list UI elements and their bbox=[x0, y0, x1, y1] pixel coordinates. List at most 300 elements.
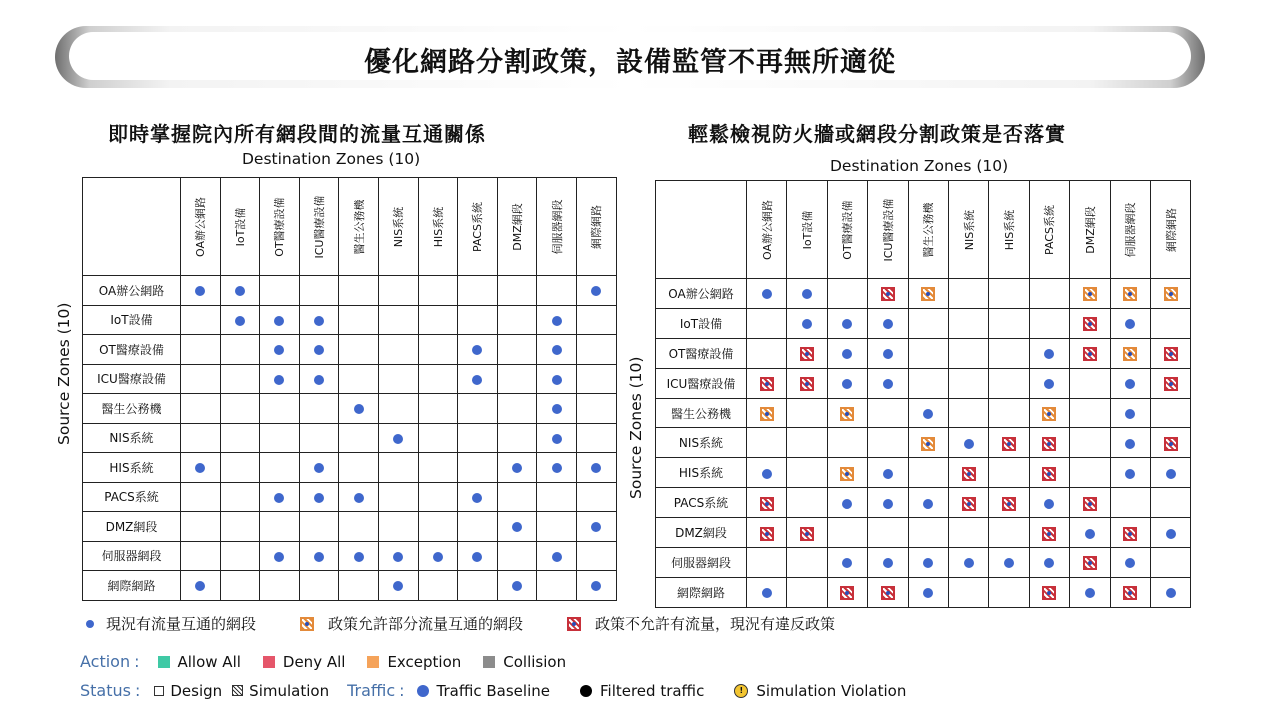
matrix-cell bbox=[576, 571, 616, 601]
baseline-dot bbox=[923, 409, 933, 419]
baseline-dot bbox=[923, 588, 933, 598]
matrix-cell bbox=[908, 428, 948, 458]
matrix-cell bbox=[418, 571, 458, 601]
matrix-cell bbox=[827, 488, 867, 518]
matrix-cell bbox=[1029, 548, 1069, 578]
exception-marker bbox=[1123, 347, 1137, 361]
matrix-cell bbox=[378, 305, 418, 335]
matrix-cell bbox=[576, 423, 616, 453]
baseline-dot bbox=[512, 522, 522, 532]
matrix-cell bbox=[181, 335, 221, 365]
exception-marker bbox=[840, 407, 854, 421]
matrix-cell bbox=[418, 364, 458, 394]
column-header bbox=[989, 181, 1029, 279]
matrix-row bbox=[83, 512, 617, 542]
action-swatch-icon bbox=[367, 656, 379, 668]
left-matrix-table bbox=[82, 177, 617, 601]
column-header-label: HIS系統 bbox=[1003, 209, 1017, 250]
row-header: HIS系統 bbox=[656, 458, 747, 488]
matrix-cell bbox=[787, 577, 827, 607]
matrix-row bbox=[656, 398, 1191, 428]
traffic-label: Traffic bbox=[347, 681, 396, 700]
matrix-cell bbox=[787, 398, 827, 428]
matrix-cell bbox=[1029, 338, 1069, 368]
matrix-cell bbox=[458, 512, 498, 542]
matrix-cell bbox=[787, 548, 827, 578]
matrix-cell bbox=[989, 338, 1029, 368]
row-header: 網際網路 bbox=[656, 577, 747, 607]
matrix-cell bbox=[787, 428, 827, 458]
matrix-cell bbox=[378, 512, 418, 542]
baseline-dot bbox=[883, 349, 893, 359]
matrix-cell bbox=[908, 518, 948, 548]
matrix-cell bbox=[537, 305, 577, 335]
violation-marker bbox=[1042, 467, 1056, 481]
status-simulation-label: Simulation bbox=[249, 681, 330, 700]
baseline-dot bbox=[552, 316, 562, 326]
matrix-cell bbox=[220, 335, 260, 365]
matrix-cell bbox=[576, 335, 616, 365]
matrix-cell bbox=[1070, 577, 1110, 607]
matrix-cell bbox=[1070, 458, 1110, 488]
matrix-row bbox=[83, 364, 617, 394]
matrix-cell bbox=[576, 305, 616, 335]
column-header bbox=[1110, 181, 1150, 279]
matrix-cell bbox=[220, 305, 260, 335]
baseline-dot bbox=[314, 375, 324, 385]
row-header: DMZ網段 bbox=[656, 518, 747, 548]
matrix-row bbox=[656, 518, 1191, 548]
left-panel-title: 即時掌握院內所有網段間的流量互通關係 bbox=[108, 122, 486, 146]
action-item-label: Deny All bbox=[282, 652, 346, 671]
matrix-cell bbox=[537, 335, 577, 365]
violation-marker bbox=[1164, 377, 1178, 391]
matrix-cell bbox=[576, 364, 616, 394]
column-header bbox=[948, 181, 988, 279]
matrix-cell bbox=[458, 335, 498, 365]
matrix-cell bbox=[868, 458, 908, 488]
matrix-cell bbox=[827, 398, 867, 428]
matrix-cell bbox=[220, 541, 260, 571]
matrix-cell bbox=[1150, 428, 1190, 458]
baseline-dot bbox=[472, 345, 482, 355]
action-item bbox=[263, 653, 346, 671]
column-header bbox=[1150, 181, 1190, 279]
column-header-label: OT醫療設備 bbox=[841, 199, 855, 260]
action-item-label: Collision bbox=[503, 652, 567, 671]
column-header-label: OA辦公網路 bbox=[760, 199, 774, 260]
traffic-baseline bbox=[417, 682, 550, 700]
matrix-cell bbox=[339, 423, 379, 453]
baseline-dot bbox=[195, 463, 205, 473]
row-header: NIS系統 bbox=[83, 423, 181, 453]
matrix-cell bbox=[339, 276, 379, 306]
baseline-dot bbox=[923, 499, 933, 509]
matrix-row bbox=[656, 458, 1191, 488]
baseline-dot bbox=[552, 345, 562, 355]
exception-marker bbox=[1164, 287, 1178, 301]
exception-marker bbox=[1083, 287, 1097, 301]
baseline-dot bbox=[472, 375, 482, 385]
matrix-cell bbox=[868, 577, 908, 607]
violation-marker bbox=[1123, 527, 1137, 541]
column-header bbox=[747, 181, 787, 279]
baseline-dot bbox=[1044, 499, 1054, 509]
row-header: NIS系統 bbox=[656, 428, 747, 458]
matrix-cell bbox=[1070, 548, 1110, 578]
matrix-cell bbox=[747, 398, 787, 428]
traffic-violation-label: Simulation Violation bbox=[756, 681, 907, 700]
violation-marker bbox=[1164, 437, 1178, 451]
column-header bbox=[537, 178, 577, 276]
matrix-cell bbox=[378, 541, 418, 571]
baseline-dot bbox=[472, 493, 482, 503]
matrix-cell bbox=[497, 335, 537, 365]
column-header-label: PACS系統 bbox=[1043, 204, 1057, 255]
violation-box-icon bbox=[567, 617, 581, 631]
warning-icon: ! bbox=[734, 684, 748, 698]
action-label: Action bbox=[80, 652, 131, 671]
matrix-cell bbox=[537, 571, 577, 601]
matrix-cell bbox=[537, 482, 577, 512]
matrix-cell bbox=[339, 364, 379, 394]
matrix-row bbox=[656, 279, 1191, 309]
corner-cell bbox=[656, 181, 747, 279]
matrix-cell bbox=[339, 571, 379, 601]
column-header-label: OT醫療設備 bbox=[273, 196, 287, 257]
matrix-cell bbox=[339, 394, 379, 424]
matrix-cell bbox=[1150, 368, 1190, 398]
right-dest-label: Destination Zones (10) bbox=[830, 157, 1009, 175]
action-item bbox=[367, 653, 461, 671]
matrix-cell bbox=[220, 423, 260, 453]
violation-marker bbox=[1042, 527, 1056, 541]
matrix-cell bbox=[378, 571, 418, 601]
violation-marker bbox=[881, 586, 895, 600]
matrix-cell bbox=[1029, 488, 1069, 518]
row-header: 伺服器網段 bbox=[656, 548, 747, 578]
matrix-cell bbox=[497, 276, 537, 306]
baseline-dot bbox=[393, 434, 403, 444]
matrix-cell bbox=[989, 488, 1029, 518]
baseline-dot bbox=[762, 588, 772, 598]
matrix-cell bbox=[299, 512, 339, 542]
matrix-cell bbox=[418, 276, 458, 306]
row-header: DMZ網段 bbox=[83, 512, 181, 542]
matrix-row bbox=[656, 338, 1191, 368]
row-header: 伺服器網段 bbox=[83, 541, 181, 571]
matrix-row bbox=[83, 305, 617, 335]
simulation-square-icon bbox=[232, 685, 243, 696]
matrix-cell bbox=[576, 276, 616, 306]
baseline-dot bbox=[964, 439, 974, 449]
matrix-cell bbox=[220, 394, 260, 424]
baseline-dot bbox=[802, 319, 812, 329]
column-header bbox=[827, 181, 867, 279]
violation-marker bbox=[800, 377, 814, 391]
matrix-cell bbox=[299, 453, 339, 483]
violation-marker bbox=[1042, 437, 1056, 451]
violation-marker bbox=[840, 586, 854, 600]
baseline-dot bbox=[883, 379, 893, 389]
matrix-cell bbox=[220, 512, 260, 542]
violation-marker bbox=[881, 287, 895, 301]
baseline-dot bbox=[1125, 409, 1135, 419]
baseline-dot bbox=[1125, 319, 1135, 329]
matrix-cell bbox=[181, 512, 221, 542]
traffic-violation bbox=[734, 682, 906, 700]
baseline-dot bbox=[552, 552, 562, 562]
matrix-cell bbox=[827, 338, 867, 368]
baseline-dot bbox=[195, 581, 205, 591]
status-design bbox=[154, 682, 222, 700]
page-title: 優化網路分割政策，設備監管不再無所適從 bbox=[364, 47, 896, 78]
matrix-row bbox=[83, 453, 617, 483]
action-swatch-icon bbox=[263, 656, 275, 668]
matrix-cell bbox=[827, 428, 867, 458]
matrix-cell bbox=[260, 276, 300, 306]
matrix-row bbox=[83, 482, 617, 512]
baseline-dot bbox=[1085, 529, 1095, 539]
matrix-cell bbox=[260, 453, 300, 483]
status-label: Status bbox=[80, 681, 131, 700]
matrix-cell bbox=[827, 279, 867, 309]
matrix-cell bbox=[747, 368, 787, 398]
matrix-cell bbox=[299, 276, 339, 306]
row-header: OT醫療設備 bbox=[656, 338, 747, 368]
matrix-cell bbox=[1150, 338, 1190, 368]
matrix-cell bbox=[827, 518, 867, 548]
matrix-cell bbox=[220, 364, 260, 394]
matrix-cell bbox=[1150, 518, 1190, 548]
matrix-cell bbox=[1110, 488, 1150, 518]
matrix-cell bbox=[868, 368, 908, 398]
matrix-cell bbox=[378, 364, 418, 394]
column-header bbox=[299, 178, 339, 276]
matrix-cell bbox=[378, 394, 418, 424]
matrix-cell bbox=[181, 482, 221, 512]
column-header bbox=[260, 178, 300, 276]
matrix-cell bbox=[299, 571, 339, 601]
legend-baseline bbox=[86, 613, 256, 634]
column-header bbox=[1070, 181, 1110, 279]
matrix-cell bbox=[260, 364, 300, 394]
matrix-cell bbox=[787, 308, 827, 338]
baseline-dot bbox=[591, 286, 601, 296]
matrix-cell bbox=[989, 518, 1029, 548]
matrix-cell bbox=[378, 335, 418, 365]
matrix-cell bbox=[576, 482, 616, 512]
matrix-cell bbox=[299, 423, 339, 453]
row-header: OA辦公網路 bbox=[656, 279, 747, 309]
matrix-cell bbox=[260, 512, 300, 542]
matrix-cell bbox=[948, 368, 988, 398]
matrix-cell bbox=[260, 305, 300, 335]
baseline-dot bbox=[235, 316, 245, 326]
matrix-cell bbox=[418, 305, 458, 335]
matrix-cell bbox=[418, 335, 458, 365]
baseline-dot bbox=[1125, 439, 1135, 449]
row-header: 醫生公務機 bbox=[83, 394, 181, 424]
matrix-cell bbox=[1150, 458, 1190, 488]
matrix-cell bbox=[948, 308, 988, 338]
matrix-cell bbox=[299, 364, 339, 394]
traffic-filtered-label: Filtered traffic bbox=[599, 681, 705, 700]
matrix-cell bbox=[418, 541, 458, 571]
baseline-dot bbox=[591, 463, 601, 473]
matrix-cell bbox=[1029, 368, 1069, 398]
baseline-dot bbox=[314, 552, 324, 562]
baseline-dot bbox=[842, 499, 852, 509]
row-header: IoT設備 bbox=[656, 308, 747, 338]
baseline-dot bbox=[1085, 588, 1095, 598]
baseline-dot bbox=[802, 289, 812, 299]
baseline-dot bbox=[964, 558, 974, 568]
right-src-label: Source Zones (10) bbox=[627, 356, 645, 499]
violation-marker bbox=[962, 467, 976, 481]
column-header bbox=[220, 178, 260, 276]
violation-marker bbox=[1083, 556, 1097, 570]
matrix-row bbox=[83, 335, 617, 365]
baseline-dot bbox=[274, 375, 284, 385]
matrix-cell bbox=[868, 338, 908, 368]
action-item-label: Exception bbox=[387, 652, 462, 671]
matrix-cell bbox=[868, 548, 908, 578]
matrix-cell bbox=[1070, 398, 1110, 428]
legend-exception-label: 政策允許部分流量互通的網段 bbox=[328, 615, 524, 633]
legend-row bbox=[86, 613, 849, 634]
corner-cell bbox=[83, 178, 181, 276]
matrix-cell bbox=[497, 482, 537, 512]
matrix-cell bbox=[948, 398, 988, 428]
matrix-cell bbox=[1029, 428, 1069, 458]
matrix-cell bbox=[260, 482, 300, 512]
baseline-dot bbox=[314, 316, 324, 326]
matrix-cell bbox=[497, 364, 537, 394]
baseline-dot bbox=[923, 558, 933, 568]
matrix-cell bbox=[827, 577, 867, 607]
matrix-row bbox=[656, 368, 1191, 398]
matrix-cell bbox=[299, 394, 339, 424]
matrix-cell bbox=[1110, 279, 1150, 309]
matrix-cell bbox=[989, 548, 1029, 578]
matrix-cell bbox=[908, 308, 948, 338]
matrix-cell bbox=[181, 276, 221, 306]
matrix-cell bbox=[458, 453, 498, 483]
matrix-cell bbox=[378, 453, 418, 483]
matrix-cell bbox=[908, 577, 948, 607]
column-header bbox=[497, 178, 537, 276]
baseline-dot bbox=[314, 463, 324, 473]
matrix-cell bbox=[1110, 548, 1150, 578]
matrix-cell bbox=[339, 335, 379, 365]
matrix-cell bbox=[220, 482, 260, 512]
matrix-cell bbox=[339, 541, 379, 571]
legend-baseline-label: 現況有流量互通的網段 bbox=[106, 615, 257, 633]
legend-violation-label: 政策不允許有流量，現況有違反政策 bbox=[595, 615, 836, 633]
baseline-dot bbox=[1004, 558, 1014, 568]
matrix-row bbox=[656, 577, 1191, 607]
violation-marker bbox=[1083, 317, 1097, 331]
column-header-label: ICU醫療設備 bbox=[881, 198, 895, 261]
matrix-row bbox=[83, 276, 617, 306]
row-header: OT醫療設備 bbox=[83, 335, 181, 365]
violation-marker bbox=[800, 347, 814, 361]
baseline-dot bbox=[762, 469, 772, 479]
matrix-cell bbox=[378, 482, 418, 512]
matrix-cell bbox=[1070, 518, 1110, 548]
baseline-dot bbox=[512, 581, 522, 591]
status-design-label: Design bbox=[170, 681, 223, 700]
baseline-dot bbox=[354, 404, 364, 414]
violation-marker bbox=[760, 497, 774, 511]
matrix-cell bbox=[418, 423, 458, 453]
column-header bbox=[458, 178, 498, 276]
column-header-label: 網際網路 bbox=[590, 204, 604, 249]
row-header: ICU醫療設備 bbox=[656, 368, 747, 398]
baseline-dot bbox=[1044, 379, 1054, 389]
matrix-cell bbox=[868, 308, 908, 338]
matrix-cell bbox=[1070, 428, 1110, 458]
matrix-cell bbox=[1110, 368, 1150, 398]
baseline-dot bbox=[552, 434, 562, 444]
matrix-cell bbox=[908, 398, 948, 428]
matrix-cell bbox=[948, 338, 988, 368]
matrix-cell bbox=[908, 368, 948, 398]
matrix-cell bbox=[989, 368, 1029, 398]
matrix-cell bbox=[1070, 338, 1110, 368]
matrix-cell bbox=[576, 453, 616, 483]
baseline-dot bbox=[552, 375, 562, 385]
baseline-dot bbox=[762, 289, 772, 299]
baseline-dot bbox=[1166, 588, 1176, 598]
matrix-cell bbox=[1110, 458, 1150, 488]
baseline-dot bbox=[883, 558, 893, 568]
matrix-cell bbox=[458, 423, 498, 453]
matrix-cell bbox=[497, 394, 537, 424]
matrix-row bbox=[83, 423, 617, 453]
baseline-dot bbox=[552, 404, 562, 414]
matrix-cell bbox=[868, 518, 908, 548]
violation-marker bbox=[1002, 497, 1016, 511]
matrix-cell bbox=[181, 423, 221, 453]
matrix-cell bbox=[747, 518, 787, 548]
baseline-dot bbox=[314, 493, 324, 503]
exception-marker bbox=[1042, 407, 1056, 421]
matrix-cell bbox=[458, 276, 498, 306]
matrix-cell bbox=[1029, 398, 1069, 428]
matrix-cell bbox=[537, 394, 577, 424]
matrix-cell bbox=[260, 335, 300, 365]
matrix-cell bbox=[537, 541, 577, 571]
legend-violation bbox=[567, 613, 835, 634]
matrix-cell bbox=[497, 423, 537, 453]
violation-marker bbox=[1123, 586, 1137, 600]
column-header bbox=[1029, 181, 1069, 279]
matrix-cell bbox=[1110, 398, 1150, 428]
matrix-cell bbox=[339, 482, 379, 512]
status-row: Status : Design Simulation Traffic : Traffic Baseline Filtered traffic ! Simulation Violation bbox=[80, 681, 907, 700]
matrix-cell bbox=[260, 423, 300, 453]
matrix-row bbox=[656, 548, 1191, 578]
column-header-label: DMZ網段 bbox=[1083, 205, 1097, 254]
matrix-cell bbox=[299, 541, 339, 571]
exception-marker bbox=[1123, 287, 1137, 301]
matrix-cell bbox=[418, 394, 458, 424]
traffic-baseline-label: Traffic Baseline bbox=[436, 681, 550, 700]
matrix-cell bbox=[948, 488, 988, 518]
column-header-label: NIS系統 bbox=[392, 206, 406, 247]
